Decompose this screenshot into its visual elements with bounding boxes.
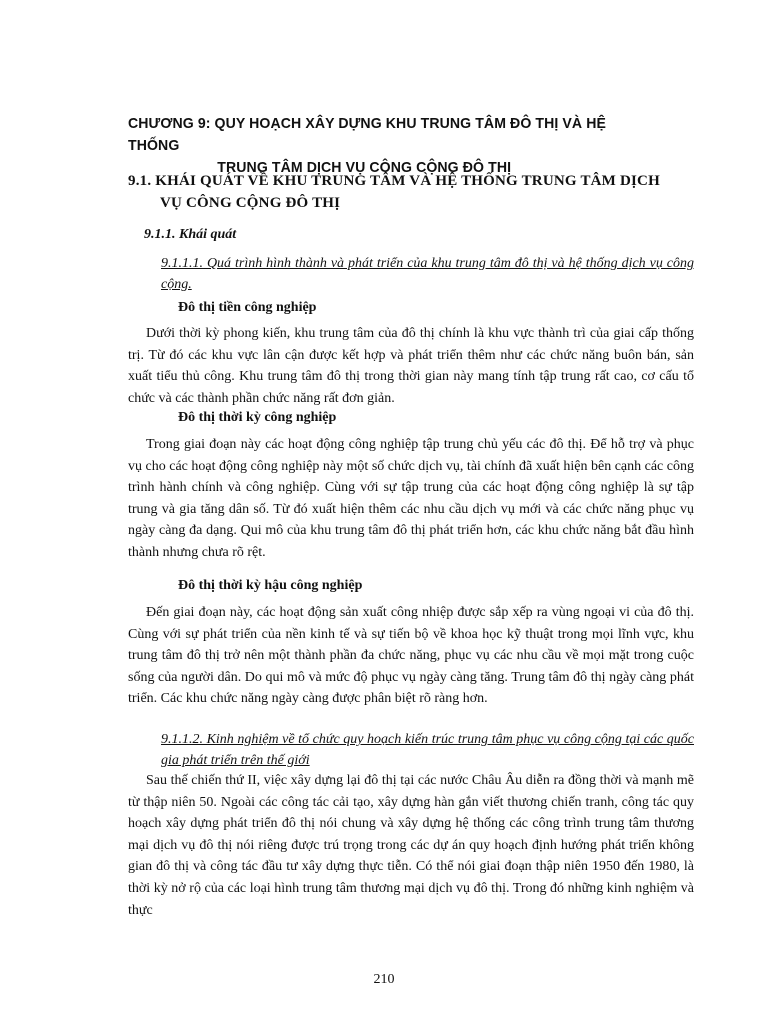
section-heading-line2: VỤ CÔNG CỘNG ĐÔ THỊ xyxy=(160,195,341,211)
section-heading-line1: 9.1. KHÁI QUÁT VỀ KHU TRUNG TÂM VÀ HỆ THỐNG TRUNG TÂM DỊCH xyxy=(128,173,660,189)
chapter-title-line2: TRUNG TÂM DỊCH VỤ CÔNG CỘNG ĐÔ THỊ xyxy=(217,159,512,176)
page-number: 210 xyxy=(373,972,395,987)
section-heading-9-1 xyxy=(128,170,694,214)
heading-pre-industrial: Đô thị tiền công nghiệp xyxy=(178,300,317,315)
paragraph-post-industrial: Đến giai đoạn này, các hoạt động sản xuất công nhiệp được sắp xếp ra vùng ngoại vi của đô thị. Cùng với sự phát triển của nền kinh tế và sự tiến bộ về khoa học kỹ thuật trong mọi lĩnh vực, khu trung tâm đô thị trở nên một thành phần đa chức năng, phục vụ các nhu cầu về mọi mặt trong cuộc sống của người dân. Do qui mô và mức độ phục vụ ngày càng tăng. Trung tâm đô thị ngày càng phát triển. Các khu chức năng ngày càng được phân biệt rõ ràng hơn. xyxy=(128,605,694,707)
chapter-title-line1: CHƯƠNG 9: QUY HOẠCH XÂY DỰNG KHU TRUNG TÂM ĐÔ THỊ VÀ HỆ THỐNG xyxy=(128,115,606,154)
heading-industrial: Đô thị thời kỳ công nghiệp xyxy=(178,410,337,425)
item-heading-9-1-1-2: 9.1.1.2. Kinh nghiệm về tổ chức quy hoạch kiến trúc trung tâm phục vụ công cộng tại các quốc gia phát triển trên thế giới xyxy=(161,732,694,768)
paragraph-industrial: Trong giai đoạn này các hoạt động công nghiệp tập trung chủ yếu các đô thị. Để hỗ trợ và phục vụ cho các hoạt động công nghiệp này một số chức dịch vụ, tài chính đã xuất hiện bên cạnh các công trình hành chính và công nghiệp. Cùng với sự tập trung của các hoạt động công nghiệp là sự tập trung và gia tăng dân số. Từ đó xuất hiện thêm các nhu cầu dịch vụ mới và các chức năng phục vụ ngày càng đa dạng. Qui mô của khu trung tâm đô thị phát triển hơn, các khu chức năng bắt đầu hình thành nhưng chưa rõ rệt. xyxy=(128,437,694,560)
subsection-heading-9-1-1: 9.1.1. Khái quát xyxy=(144,227,237,242)
heading-post-industrial: Đô thị thời kỳ hậu công nghiệp xyxy=(178,578,363,593)
paragraph-experience: Sau thế chiến thứ II, việc xây dựng lại đô thị tại các nước Châu Âu diễn ra đồng thời và mạnh mẽ từ thập niên 50. Ngoài các công tác cải tạo, xây dựng hàn gắn viết thương chiến tranh, công tác quy hoạch xây dựng phát triển đô thị nói chung và xây dựng hệ thống các công trình trung tâm thương mại dịch vụ đô thị nói riêng được trú trọng trong các dự án quy hoạch định hướng phát triển không gian đô thị và công tác đầu tư xây dựng thực tiễn. Có thể nói giai đoạn thập niên 1950 đến 1980, là thời kỳ nở rộ của các loại hình trung tâm thương mại dịch vụ đô thị. Trong đó những kinh nghiệm và thực xyxy=(128,773,694,918)
item-heading-9-1-1-1: 9.1.1.1. Quá trình hình thành và phát triển của khu trung tâm đô thị và hệ thống dịch vụ công cộng. xyxy=(161,256,694,292)
paragraph-pre-industrial: Dưới thời kỳ phong kiến, khu trung tâm của đô thị chính là khu vực thành trì của giai cấp thống trị. Từ đó các khu vực lân cận được kết hợp và phát triển thêm như các chức năng buôn bán, sản xuất tiểu thủ công. Khu trung tâm đô thị trong thời gian này mang tính tập trung rất cao, cơ cấu tổ chức và các thành phần chức năng rất đơn giản. xyxy=(128,326,694,406)
